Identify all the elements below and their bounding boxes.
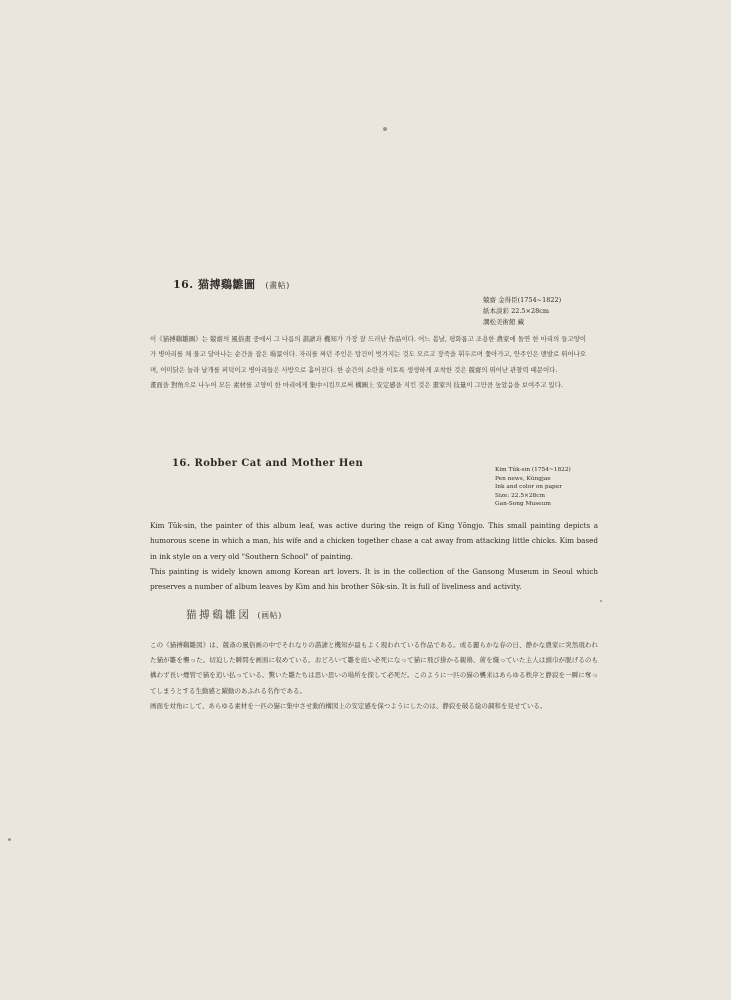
japanese-title-text: 猫搏鷄雛図: [186, 609, 252, 621]
english-meta-line: Ink and color on paper: [495, 484, 562, 491]
paper-speck: [8, 838, 11, 841]
korean-description: [150, 332, 586, 394]
english-meta-line: Pen news, Kŭngjae: [495, 475, 551, 482]
japanese-title: [186, 607, 282, 622]
japanese-description: [150, 638, 598, 714]
korean-meta-line: 兢齋 金得臣(1754~1822): [483, 296, 562, 304]
english-meta-line: Size: 22.5×28cm: [495, 492, 545, 499]
korean-title-text: 16. 猫搏鷄雛圖: [173, 278, 256, 291]
korean-paragraph: 畫面을 對角으로 나누어 모든 素材를 고양이 한 마리에게 集中시킴으로써 構圖上 安定感을 지킨 것은 畫家의 技量이 그만큼 높았음을 보여주고 있다.: [150, 381, 563, 390]
korean-meta-line: 紙本淡彩 22.5×28cm: [483, 307, 550, 315]
korean-paragraph: 이《猫搏鷄雛圖》는 兢齋의 風俗畫 중에서 그 나름의 諧謔과 機知가 가장 잘 드러난 作品이다. 어느 봄날, 평화롭고 조용한 農家에 돌연 한 마리의 들고양이가 병아리를 채 물고 달아나는 순간을 잡은 場景이다. 자리를 짜던 주인은 탕건이 벗겨지는 것도 모르고 장죽을 휘두르며 쫓아가고, 안주인은 맨발로 뛰어나오며, 어미닭은 놀라 날개를 퍼덕이고 병아리들은 사방으로 흩어진다. 한 순간의 소란을 이토록 생생하게 포착한 것은 兢齋의 뛰어난 관찰력 때문이다.: [150, 335, 586, 374]
paper-speck: [383, 127, 387, 131]
english-paragraph: Kim Tŭk-sin, the painter of this album leaf, was active during the reign of King Yŏngjo. This small painting depicts a humorous scene in which a man, his wife and a chicken together chase a cat away from attacking little chicks. Kim based in ink style on a very old "Southern School" of painting.: [150, 521, 598, 561]
japanese-paragraph: 画面を対角にして、あらゆる素材を一匹の猫に集中させ動的構図上の安定感を保つようにしたのは、静寂を破る絵の調和を見せている。: [150, 701, 547, 710]
paper-speck: [600, 600, 602, 602]
korean-title: [173, 276, 290, 292]
korean-artwork-meta: [483, 295, 603, 328]
japanese-paragraph: この《猫搏鷄雛図》は、兢斎の風俗画の中でそれなりの諧謔と機知が最もよく現われている作品である。或る麗らかな春の日、静かな農家に突然現われた猫が雛を襲った。切迫した瞬間を画面に収めている。おどろいて雛を庇い必死になって猫に飛び掛かる親鶏、蓆を織っていた主人は頭巾が脱げるのも構わず長い煙管で猫を追い払っている。驚いた雛たちは思い思いの場所を探して必死だ。このように一匹の猫の襲来はあらゆる秩序と静寂を一瞬に奪ってしまうとする生動感と躍動のあふれる名作である。: [150, 641, 598, 695]
english-artwork-meta: [495, 466, 605, 509]
english-meta-line: Gan-Song Museum: [495, 501, 551, 508]
korean-meta-line: 澗松美術館 藏: [483, 318, 525, 326]
english-paragraph: This painting is widely known among Korean art lovers. It is in the collection of the Gansong Museum in Seoul which preserves a number of album leaves by Kim and his brother Sŏk-sin. It is full of liveliness and activity.: [150, 566, 598, 592]
korean-title-note: (畫帖): [265, 281, 290, 290]
english-meta-line: Kim Tŭk-sin (1754~1822): [495, 467, 571, 473]
japanese-title-note: (画帖): [257, 611, 282, 620]
english-description: [150, 518, 598, 594]
english-title: 16. Robber Cat and Mother Hen: [172, 458, 364, 469]
